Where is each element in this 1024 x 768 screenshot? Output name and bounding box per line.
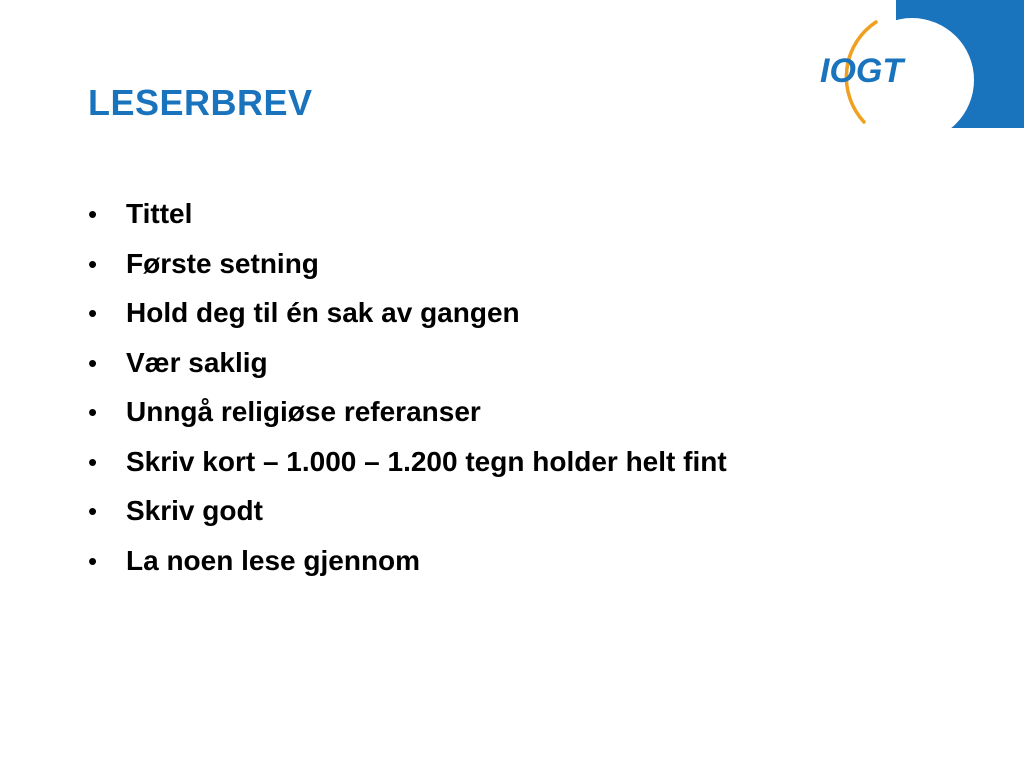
bullet-icon: • [88, 199, 98, 229]
bullet-icon: • [88, 496, 98, 526]
bullet-text: Skriv godt [126, 495, 263, 526]
list-item [88, 341, 948, 391]
list-item [88, 242, 948, 292]
bullet-icon: • [88, 298, 98, 328]
bullet-text: Vær saklig [126, 346, 268, 378]
list-item [88, 291, 948, 341]
list-item [88, 440, 948, 490]
bullet-text: Unngå religiøse referanser [126, 396, 481, 427]
svg-text:IOGT: IOGT [820, 52, 904, 90]
list-item [88, 539, 948, 589]
bullet-icon: • [88, 545, 98, 576]
bullet-icon: • [88, 248, 98, 279]
bullet-icon: • [88, 347, 98, 378]
bullet-text: Hold deg til én sak av gangen [126, 297, 520, 328]
bullet-text: Tittel [126, 198, 193, 229]
list-item [88, 390, 948, 440]
bullet-icon: • [88, 446, 98, 477]
bullet-text: Første setning [126, 247, 319, 279]
slide-title: LESERBREV [88, 82, 313, 123]
list-item [88, 192, 948, 242]
bullet-text: Skriv kort – 1.000 – 1.200 tegn holder helt fint [126, 445, 727, 477]
list-item [88, 489, 948, 539]
iogt-logo [780, 0, 980, 140]
bullet-list [88, 192, 948, 588]
bullet-text: La noen lese gjennom [126, 544, 421, 576]
bullet-icon: • [88, 397, 98, 427]
